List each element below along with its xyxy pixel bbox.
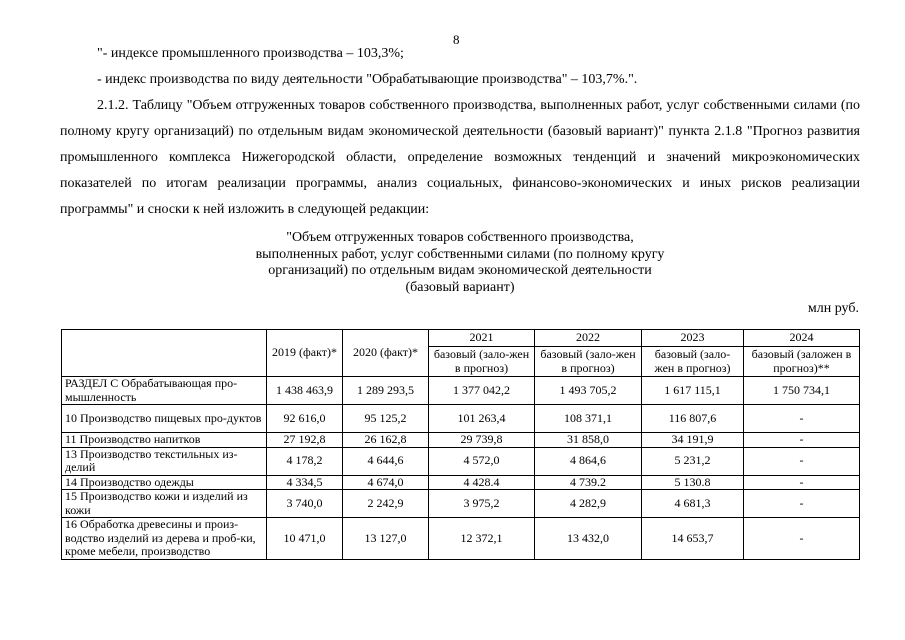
cell-2019: 27 192,8 (267, 433, 343, 448)
subheader-2023: базовый (зало-жен в прогноз) (642, 347, 744, 377)
subheader-2021: базовый (зало-жен в прогноз) (429, 347, 535, 377)
cell-2024: - (744, 433, 860, 448)
cell-2021: 3 975,2 (429, 490, 535, 518)
cell-2023: 5 130.8 (642, 475, 744, 490)
header-year-2020: 2020 (факт)* (343, 330, 429, 377)
cell-2019: 4 178,2 (267, 447, 343, 475)
caption-line: организаций) по отдельным видам экономической деятельности (268, 263, 652, 278)
shipment-volume-table (61, 329, 860, 560)
table-row (62, 433, 860, 448)
units-label: млн руб. (807, 301, 859, 316)
cell-2022: 4 282,9 (535, 490, 642, 518)
row-label: 11 Производство напитков (62, 433, 267, 448)
header-year-2022: 2022 (535, 330, 642, 347)
header-year-2021: 2021 (429, 330, 535, 347)
subheader-2022: базовый (зало-жен в прогноз) (535, 347, 642, 377)
cell-2023: 5 231,2 (642, 447, 744, 475)
cell-2019: 3 740,0 (267, 490, 343, 518)
cell-2023: 4 681,3 (642, 490, 744, 518)
cell-2021: 12 372,1 (429, 518, 535, 560)
cell-2021: 1 377 042,2 (429, 377, 535, 405)
cell-2023: 116 807,6 (642, 405, 744, 433)
caption-line: "Объем отгруженных товаров собственного производства, (286, 230, 634, 245)
row-label: 16 Обработка древесины и произ-водство изделий из дерева и проб-ки, кроме мебели, производство (62, 518, 267, 560)
cell-2020: 26 162,8 (343, 433, 429, 448)
header-year-2023: 2023 (642, 330, 744, 347)
paragraph-amendment: 2.1.2. Таблицу "Объем отгруженных товаров собственного производства, выполненных работ, услуг собственными силами (по полному кругу организаций) по отдельным видам экономической деятельности (базовый вариант)" пункта 2.1.8 "Прогноз развития промышленного комплекса Нижегородской области, определение возможных тенденций и значений микроэкономических показателей по итогам реализации программы, анализ социальных, финансово-экономических и иных рисков реализации программы" и сноски к ней изложить в следующей редакции: (60, 98, 860, 217)
table-row (62, 377, 860, 405)
cell-2022: 4 864,6 (535, 447, 642, 475)
caption-line: выполненных работ, услуг собственными силами (по полному кругу (255, 246, 665, 262)
row-label: 15 Производство кожи и изделий из кожи (62, 490, 267, 518)
row-label: 13 Производство текстильных из-делий (62, 447, 267, 475)
caption-line: (базовый вариант) (405, 279, 515, 295)
table-row (62, 490, 860, 518)
cell-2024: - (744, 447, 860, 475)
cell-2020: 95 125,2 (343, 405, 429, 433)
cell-2024: - (744, 405, 860, 433)
cell-2020: 13 127,0 (343, 518, 429, 560)
cell-2019: 4 334,5 (267, 475, 343, 490)
cell-2021: 4 572,0 (429, 447, 535, 475)
cell-2023: 34 191,9 (642, 433, 744, 448)
cell-2022: 13 432,0 (535, 518, 642, 560)
cell-2021: 101 263,4 (429, 405, 535, 433)
cell-2019: 1 438 463,9 (267, 377, 343, 405)
cell-2022: 4 739.2 (535, 475, 642, 490)
paragraph-industrial-index: "- индексе промышленного производства – 103,3%; (97, 46, 404, 61)
cell-2022: 108 371,1 (535, 405, 642, 433)
table-row (62, 405, 860, 433)
cell-2022: 31 858,0 (535, 433, 642, 448)
header-year-2019: 2019 (факт)* (267, 330, 343, 377)
row-label: 10 Производство пищевых про-дуктов (62, 405, 267, 433)
cell-2021: 29 739,8 (429, 433, 535, 448)
row-label: 14 Производство одежды (62, 475, 267, 490)
cell-2020: 1 289 293,5 (343, 377, 429, 405)
cell-2024: 1 750 734,1 (744, 377, 860, 405)
cell-2020: 4 644,6 (343, 447, 429, 475)
cell-2024: - (744, 490, 860, 518)
cell-2019: 10 471,0 (267, 518, 343, 560)
header-indicator (62, 330, 267, 377)
cell-2020: 2 242,9 (343, 490, 429, 518)
subheader-2024: базовый (заложен в прогноз)** (744, 347, 860, 377)
table-row (62, 518, 860, 560)
table-row (62, 475, 860, 490)
cell-2021: 4 428.4 (429, 475, 535, 490)
page-number: 8 (453, 32, 460, 47)
table-caption (160, 230, 760, 296)
cell-2024: - (744, 518, 860, 560)
row-label: РАЗДЕЛ C Обрабатывающая про-мышленность (62, 377, 267, 405)
cell-2023: 14 653,7 (642, 518, 744, 560)
cell-2019: 92 616,0 (267, 405, 343, 433)
cell-2023: 1 617 115,1 (642, 377, 744, 405)
cell-2024: - (744, 475, 860, 490)
header-year-2024: 2024 (744, 330, 860, 347)
table-row (62, 447, 860, 475)
paragraph-manufacturing-index: - индекс производства по виду деятельности "Обрабатывающие производства" – 103,7%.". (97, 72, 638, 87)
cell-2020: 4 674,0 (343, 475, 429, 490)
cell-2022: 1 493 705,2 (535, 377, 642, 405)
